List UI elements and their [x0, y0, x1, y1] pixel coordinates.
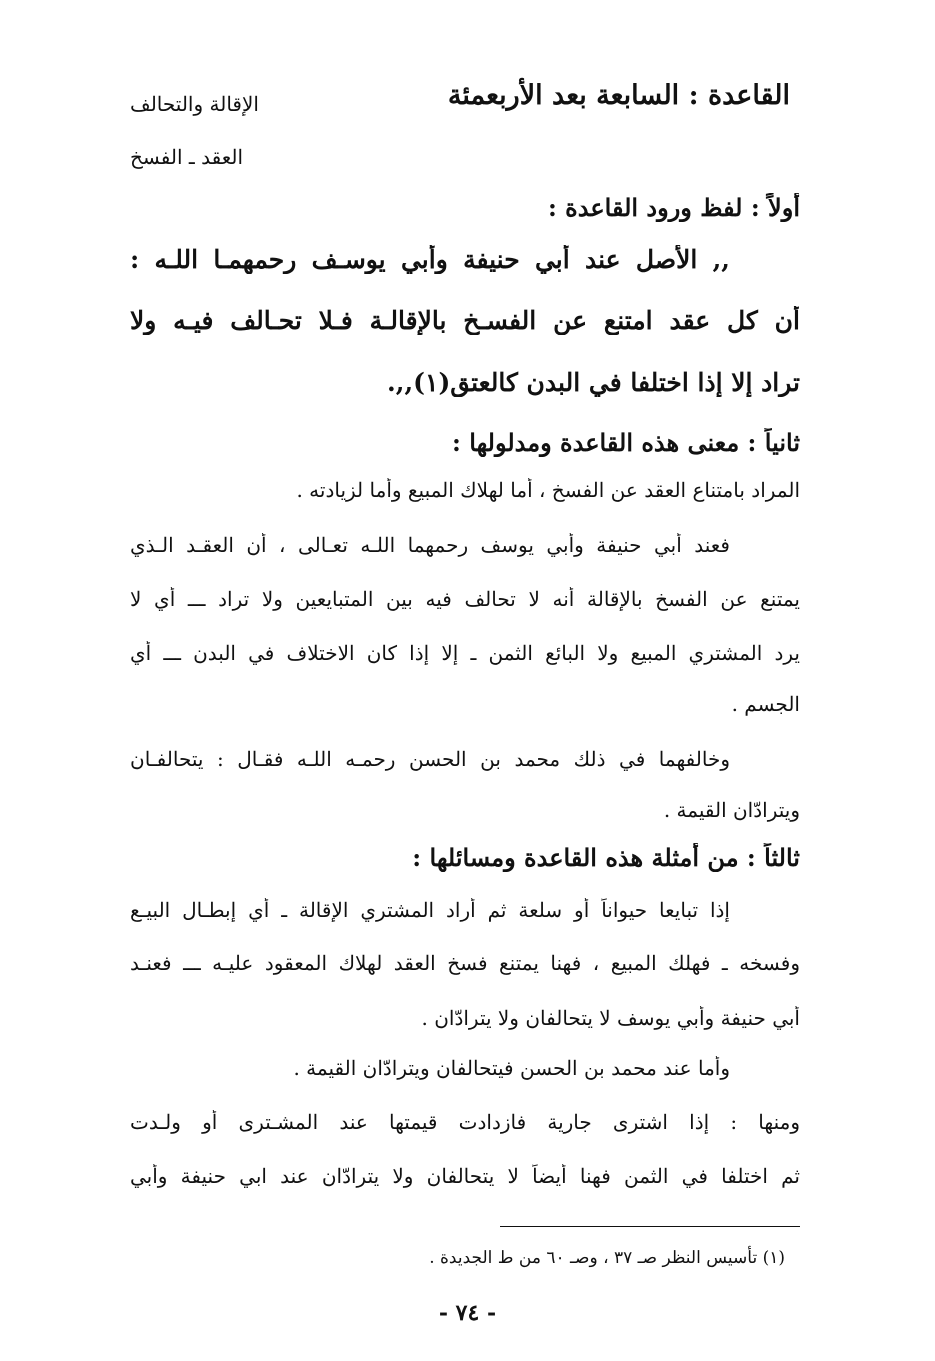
page-number: - ٧٤ - [438, 1300, 497, 1326]
paragraph-line: فعند أبي حنيفة وأبي يوسف رحمهما اللـه تعـالى ، أن العقـد الـذي [130, 533, 730, 557]
paragraph-line: ثم اختلفا في الثمن فهنا أيضاً لا يتحالفان ولا يترادّان عند ابي حنيفة وأبي [130, 1164, 800, 1188]
paragraph-line: ومنها : إذا اشترى جارية فازدادت قيمتها عند المشـترى أو ولـدت [130, 1110, 800, 1134]
paragraph-line: إذا تبايعا حيواناً أو سلعة ثم أراد المشتري الإقالة ـ أي إبطـال البيـع [130, 898, 730, 922]
paragraph-line: وأما عند محمد بن الحسن فيتحالفان ويترادّان القيمة . [293, 1056, 730, 1080]
paragraph-line: الجسم . [731, 692, 800, 716]
paragraph-line: يرد المشتري المبيع ولا البائع الثمن ـ إلا إذا كان الاختلاف في البدن ـــ أي [130, 641, 800, 665]
section-2-heading: ثانياً : معنى هذه القاعدة ومدلولها : [452, 428, 800, 457]
topic-keyword-1: الإقالة والتحالف [130, 92, 259, 116]
quote-line-3: تراد إلا إذا اختلفا في البدن كالعتق(١),,. [387, 368, 800, 397]
footnote: (١) تأسيس النظر صـ ٣٧ ، وصـ ٦٠ من ط الجديدة . [429, 1248, 785, 1268]
rule-title: القاعدة : السابعة بعد الأربعمئة [447, 80, 790, 111]
paragraph-line: أبي حنيفة وأبي يوسف لا يتحالفان ولا يترادّان . [421, 1006, 800, 1030]
section-1-heading: أولاً : لفظ ورود القاعدة : [547, 193, 800, 222]
paragraph-line: المراد بامتناع العقد عن الفسخ ، أما لهلاك المبيع وأما لزيادته . [296, 478, 800, 502]
paragraph-line: وفسخه ـ فهلك المبيع ، فهنا يمتنع فسخ العقد لهلاك المعقود عليـه ـــ فعنـد [130, 951, 800, 975]
paragraph-line: وخالفهما في ذلك محمد بن الحسن رحمـه اللـه فقـال : يتحالفـان [130, 747, 730, 771]
quote-line-1: ,, الأصل عند أبي حنيفة وأبي يوسـف رحمهمـا اللـه : [130, 245, 730, 274]
paragraph-line: ويترادّان القيمة . [663, 798, 800, 822]
section-3-heading: ثالثاً : من أمثلة هذه القاعدة ومسائلها : [412, 843, 800, 872]
topic-keyword-2: العقد ـ الفسخ [130, 145, 244, 169]
paragraph-line: يمتنع عن الفسخ بالإقالة أنه لا تحالف فيه بين المتبايعين ولا تراد ـــ أي لا [130, 587, 800, 611]
footnote-divider [500, 1226, 800, 1227]
quote-line-2: أن كل عقد امتنع عن الفسـخ بالإقالـة فـلا تحـالف فيـه ولا [130, 306, 800, 335]
